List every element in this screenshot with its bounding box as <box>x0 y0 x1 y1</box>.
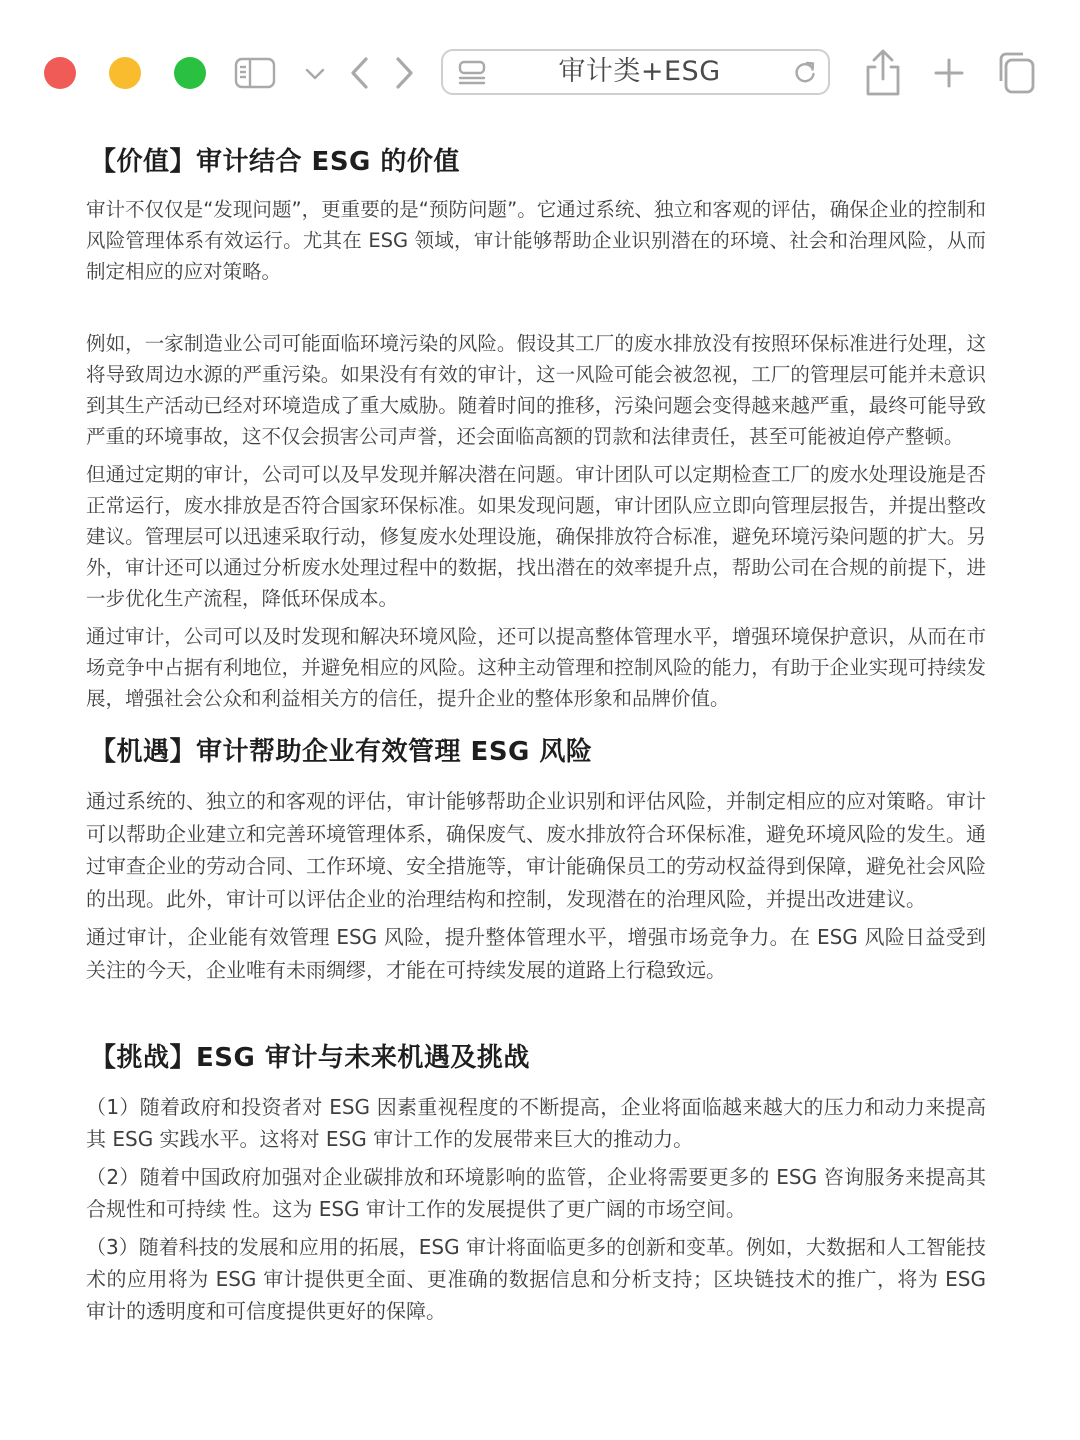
minimize-window-button[interactable] <box>109 57 141 89</box>
tabs-icon[interactable] <box>992 51 1036 95</box>
paragraph: 通过系统的、独立的和客观的评估，审计能够帮助企业识别和评估风险，并制定相应的应对策略。审计可以帮助企业建立和完善环境管理体系，确保废气、废水排放符合环保标准，避免环境风险的发生。通过审查企业的劳动合同、工作环境、安全措施等，审计能确保员工的劳动权益得到保障，避免社会风险的出现。此外，审计可以评估企业的治理结构和控制，发现潜在的治理风险，并提出改进建议。 <box>86 789 986 911</box>
article <box>86 138 986 1327</box>
paragraph: 例如，一家制造业公司可能面临环境污染的风险。假设其工厂的废水排放没有按照环保标准进行处理，这将导致周边水源的严重污染。如果没有有效的审计，这一风险可能会被忽视，工厂的管理层可能并未意识到其生产活动已经对环境造成了重大威胁。随着时间的推移，污染问题会变得越来越严重，最终可能导致严重的环境事故，这不仅会损害公司声誉，还会面临高额的罚款和法律责任，甚至可能被迫停产整顿。 <box>86 332 986 448</box>
address-bar[interactable] <box>441 49 830 95</box>
section-heading-challenge: 【挑战】ESG 审计与未来机遇及挑战 <box>90 1043 530 1073</box>
reload-icon[interactable] <box>792 59 818 85</box>
address-bar-title[interactable]: 审计类+ESG <box>558 56 721 87</box>
paragraph: 通过审计，公司可以及时发现和解决环境风险，还可以提高整体管理水平，增强环境保护意识，从而在市场竞争中占据有利地位，并避免相应的风险。这种主动管理和控制风险的能力，有助于企业实现可持续发展，增强社会公众和利益相关方的信任，提升企业的整体形象和品牌价值。 <box>86 625 986 710</box>
chevron-down-icon[interactable] <box>303 62 327 86</box>
section-heading-opportunity: 【机遇】审计帮助企业有效管理 ESG 风险 <box>90 737 593 767</box>
reader-icon[interactable] <box>457 60 487 86</box>
list-item: （2）随着中国政府加强对企业碳排放和环境影响的监管，企业将需要更多的 ESG 咨询服务来提高其合规性和可持续 性。这为 ESG 审计工作的发展提供了更广阔的市场空间。 <box>86 1165 986 1221</box>
plus-icon[interactable] <box>932 56 966 90</box>
paragraph: 通过审计，企业能有效管理 ESG 风险，提升整体管理水平，增强市场竞争力。在 ESG 风险日益受到关注的今天，企业唯有未雨绸缪，才能在可持续发展的道路上行稳致远。 <box>86 925 986 982</box>
list-item: （1）随着政府和投资者对 ESG 因素重视程度的不断提高，企业将面临越来越大的压力和动力来提高其 ESG 实践水平。这将对 ESG 审计工作的发展带来巨大的推动力。 <box>86 1095 986 1151</box>
close-window-button[interactable] <box>44 57 76 89</box>
chevron-left-icon[interactable] <box>346 54 374 92</box>
paragraph: 审计不仅仅是“发现问题”，更重要的是“预防问题”。它通过系统、独立和客观的评估，确保企业的控制和风险管理体系有效运行。尤其在 ESG 领域，审计能够帮助企业识别潜在的环境、社会和治理风险，从而制定相应的应对策略。 <box>86 198 986 283</box>
chevron-right-icon[interactable] <box>390 54 418 92</box>
sidebar-icon[interactable] <box>234 57 276 89</box>
paragraph: 但通过定期的审计，公司可以及早发现并解决潜在问题。审计团队可以定期检查工厂的废水处理设施是否正常运行，废水排放是否符合国家环保标准。如果发现问题，审计团队应立即向管理层报告，并提出整改建议。管理层可以迅速采取行动，修复废水处理设施，确保排放符合标准，避免环境污染问题的扩大。另外，审计还可以通过分析废水处理过程中的数据，找出潜在的效率提升点，帮助公司在合规的前提下，进一步优化生产流程，降低环保成本。 <box>86 463 986 610</box>
browser-toolbar <box>0 0 1080 140</box>
list-item: （3）随着科技的发展和应用的拓展，ESG 审计将面临更多的创新和变革。例如，大数据和人工智能技术的应用将为 ESG 审计提供更全面、更准确的数据信息和分析支持；区块链技术的推广，将为 ESG 审计的透明度和可信度提供更好的保障。 <box>86 1235 986 1323</box>
zoom-window-button[interactable] <box>174 57 206 89</box>
share-icon[interactable] <box>860 48 906 98</box>
section-heading-value: 【价值】审计结合 ESG 的价值 <box>90 147 460 177</box>
